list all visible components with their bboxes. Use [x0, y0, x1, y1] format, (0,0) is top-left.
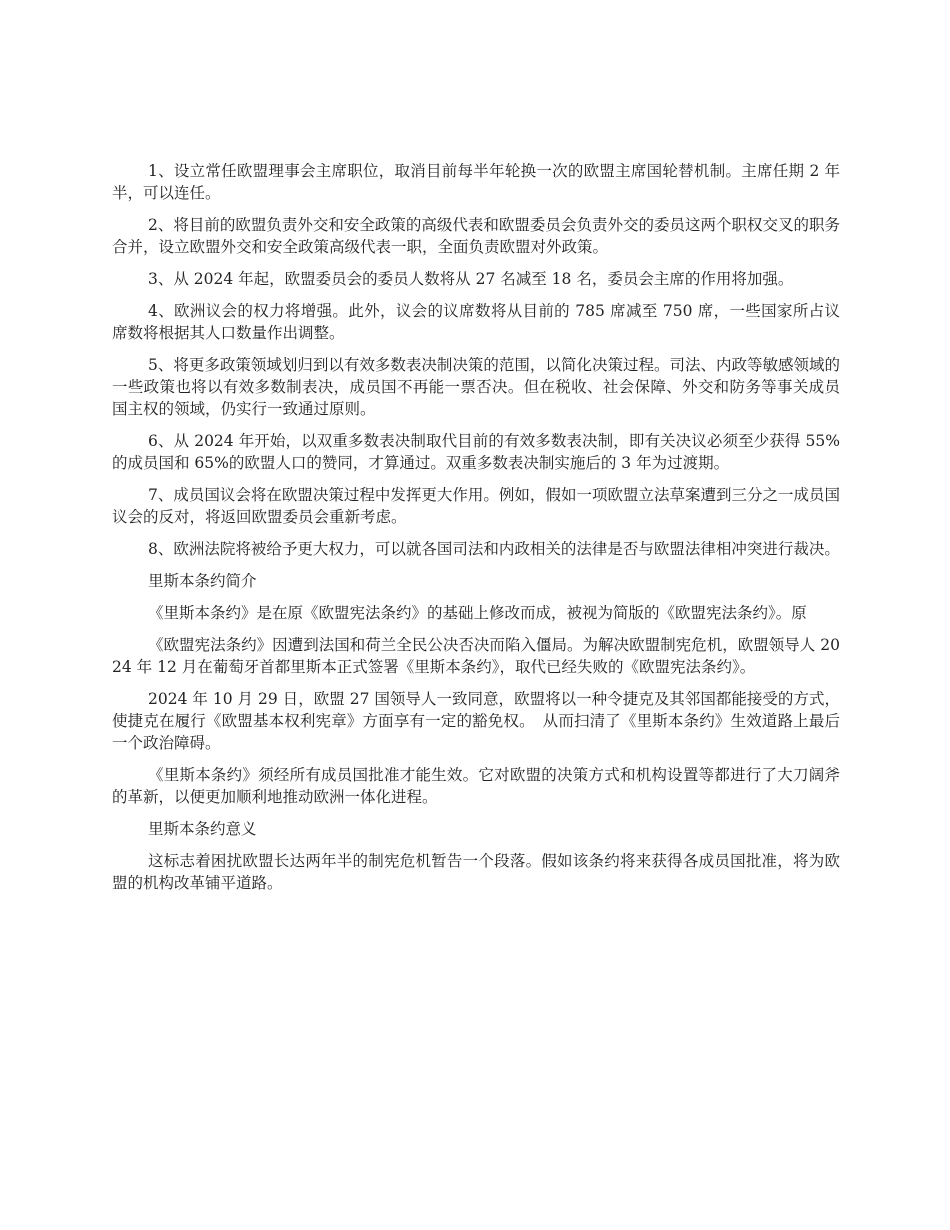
- para-8: 8、欧洲法院将被给予更大权力，可以就各国司法和内政相关的法律是否与欧盟法律相冲突进行裁决。: [148, 540, 840, 558]
- para-5: 5、将更多政策领域划归到以有效多数表决制决策的范围，以简化决策过程。司法、内政等敏感领域的一些政策也将以有效多数制表决，成员国不再能一票否决。但在税收、社会保障、外交和防务等事关成员国主权的领域，仍实行一致通过原则。: [112, 356, 840, 418]
- para-intro-2: 《欧盟宪法条约》因遭到法国和荷兰全民公决否决而陷入僵局。为解决欧盟制宪危机，欧盟领导人 2024 年 12 月在葡萄牙首都里斯本正式签署《里斯本条约》，取代已经失败的《欧盟宪法条约》。: [112, 636, 840, 676]
- para-7: 7、成员国议会将在欧盟决策过程中发挥更大作用。例如，假如一项欧盟立法草案遭到三分之一成员国议会的反对，将返回欧盟委员会重新考虑。: [112, 486, 840, 526]
- para-intro-4: 《里斯本条约》须经所有成员国批准才能生效。它对欧盟的决策方式和机构设置等都进行了大刀阔斧的革新，以便更加顺利地推动欧洲一体化进程。: [112, 766, 840, 806]
- para-4: 4、欧洲议会的权力将增强。此外，议会的议席数将从目前的 785 席减至 750 席，一些国家所占议席数将根据其人口数量作出调整。: [112, 302, 840, 342]
- section-heading-significance: 里斯本条约意义: [148, 820, 257, 838]
- para-intro-3: 2024 年 10 月 29 日，欧盟 27 国领导人一致同意，欧盟将以一种令捷克及其邻国都能接受的方式，使捷克在履行《欧盟基本权利宪章》方面享有一定的豁免权。 从而扫清了《里斯本条约》生效道路上最后一个政治障碍。: [112, 690, 840, 752]
- para-1: 1、设立常任欧盟理事会主席职位，取消目前每半年轮换一次的欧盟主席国轮替机制。主席任期 2 年半，可以连任。: [112, 162, 840, 202]
- section-heading-intro: 里斯本条约简介: [148, 572, 257, 590]
- para-intro-1: 《里斯本条约》是在原《欧盟宪法条约》的基础上修改而成，被视为简版的《欧盟宪法条约》。原: [148, 604, 807, 622]
- para-significance-1: 这标志着困扰欧盟长达两年半的制宪危机暂告一个段落。假如该条约将来获得各成员国批准，将为欧盟的机构改革铺平道路。: [112, 852, 840, 892]
- para-2: 2、将目前的欧盟负责外交和安全政策的高级代表和欧盟委员会负责外交的委员这两个职权交叉的职务合并，设立欧盟外交和安全政策高级代表一职，全面负责欧盟对外政策。: [112, 216, 840, 256]
- para-3: 3、从 2024 年起，欧盟委员会的委员人数将从 27 名减至 18 名，委员会主席的作用将加强。: [148, 270, 794, 288]
- para-6: 6、从 2024 年开始，以双重多数表决制取代目前的有效多数表决制，即有关决议必须至少获得 55%的成员国和 65%的欧盟人口的赞同，才算通过。双重多数表决制实施后的 3 年为过渡期。: [112, 432, 840, 472]
- document-body: [112, 160, 840, 904]
